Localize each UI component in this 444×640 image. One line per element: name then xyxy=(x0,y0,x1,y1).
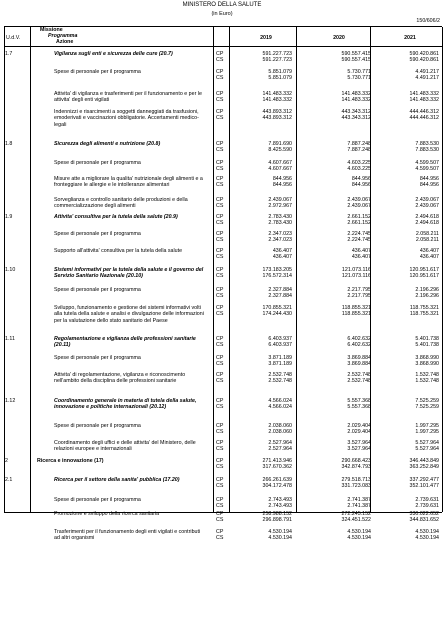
row-cp-cs: CP CS xyxy=(216,69,224,82)
row-value-2019: 2.038.060 2.038.060 xyxy=(268,423,292,436)
row-value-2021: 141.483.332 141.483.332 xyxy=(409,91,439,104)
row-value-2021: 4.491.217 4.491.217 xyxy=(415,69,439,82)
row-value-2019: 4.530.194 4.530.194 xyxy=(268,529,292,542)
row-value-2020: 590.557.415 590.557.415 xyxy=(341,51,371,64)
row-value-2019: 141.483.332 141.483.332 xyxy=(262,91,292,104)
row-value-2019: 2.439.067 2.972.967 xyxy=(268,197,292,210)
row-value-2021: 7.525.259 7.525.259 xyxy=(415,398,439,411)
row-description: Spese di personale per il programma xyxy=(54,287,141,293)
row-code: 1.9 xyxy=(5,214,13,220)
row-value-2020: 844.956 844.956 xyxy=(351,176,371,189)
row-value-2021: 2.058.211 2.058.211 xyxy=(415,231,439,244)
row-value-2021: 346.443.849 363.252.849 xyxy=(409,458,439,471)
row-description: Regolamentazione e vigilanza delle professioni sanitarie (20.11) xyxy=(54,336,196,349)
row-value-2020: 7.887.248 7.887.248 xyxy=(347,141,371,154)
table-header xyxy=(4,26,442,46)
column-divider xyxy=(229,27,230,512)
row-value-2019: 5.851.079 5.851.079 xyxy=(268,69,292,82)
row-description: Attivita' consultiva per la tutela della salute (20.9) xyxy=(54,214,178,220)
column-divider xyxy=(442,27,443,512)
row-value-2020: 141.483.332 141.483.332 xyxy=(341,91,371,104)
column-divider xyxy=(296,27,297,512)
row-cp-cs: CP CS xyxy=(216,440,224,453)
row-description: Sistemi informativi per la tutela della salute e il governo del Servizio Sanitario Nazionale (20.10) xyxy=(54,267,204,280)
row-value-2021: 4.599.507 4.599.507 xyxy=(415,160,439,173)
row-cp-cs: CP CS xyxy=(216,214,224,227)
row-code: 1.7 xyxy=(5,51,13,57)
row-value-2021: 436.407 436.407 xyxy=(419,248,439,261)
row-description: Misure atte a migliorare la qualita' nutrizionale degli alimenti e a fronteggiare le allergie e le intolleranze alimentari xyxy=(54,176,203,189)
row-cp-cs: CP CS xyxy=(216,197,224,210)
row-value-2019: 2.532.748 2.532.748 xyxy=(268,372,292,385)
row-value-2019: 436.407 436.407 xyxy=(272,248,292,261)
row-value-2020: 4.530.194 4.530.194 xyxy=(347,529,371,542)
row-value-2019: 2.743.493 2.743.493 xyxy=(268,497,292,510)
row-cp-cs: CP CS xyxy=(216,248,224,261)
row-value-2019: 2.783.430 2.783.430 xyxy=(268,214,292,227)
row-cp-cs: CP CS xyxy=(216,51,224,64)
row-value-2019: 6.403.937 6.403.937 xyxy=(268,336,292,349)
row-value-2021: 1.997.295 1.997.295 xyxy=(415,423,439,436)
row-value-2019: 2.347.023 2.347.023 xyxy=(268,231,292,244)
row-description: Sorveglianza e controllo sanitario delle produzioni e della commercializzazione degli alimenti xyxy=(54,197,188,210)
row-value-2019: 7.891.690 8.425.590 xyxy=(268,141,292,154)
row-cp-cs: CP CS xyxy=(216,141,224,154)
row-value-2021: 120.951.617 120.951.617 xyxy=(409,267,439,280)
row-value-2021: 5.401.738 5.401.738 xyxy=(415,336,439,349)
row-value-2020: 6.402.632 6.402.632 xyxy=(347,336,371,349)
row-value-2020: 2.741.387 2.741.387 xyxy=(347,497,371,510)
row-value-2020: 279.518.713 331.723.083 xyxy=(341,477,371,490)
row-value-2019: 844.956 844.956 xyxy=(272,176,292,189)
column-divider xyxy=(213,27,214,512)
column-divider xyxy=(30,27,31,512)
column-year-2019: 2019 xyxy=(260,35,272,41)
page-reference: 150/606/2 xyxy=(416,18,440,24)
row-value-2021: 1.532.748 1.532.748 xyxy=(415,372,439,385)
row-value-2021: 2.196.296 2.196.296 xyxy=(415,287,439,300)
row-value-2020: 118.855.321 118.855.321 xyxy=(341,305,371,318)
row-value-2020: 443.343.312 443.343.312 xyxy=(341,109,371,122)
row-description: Spese di personale per il programma xyxy=(54,497,141,503)
row-value-2021: 844.956 844.956 xyxy=(419,176,439,189)
column-missione: Missione xyxy=(40,27,63,33)
row-value-2019: 271.413.946 317.670.362 xyxy=(262,458,292,471)
row-description: Spese di personale per il programma xyxy=(54,355,141,361)
header-bottom-rule xyxy=(4,46,442,47)
row-description: Spese di personale per il programma xyxy=(54,423,141,429)
row-value-2019: 2.527.964 2.527.964 xyxy=(268,440,292,453)
row-description: Spese di personale per il programma xyxy=(54,160,141,166)
row-code: 2 xyxy=(5,458,8,464)
row-code: 1.11 xyxy=(5,336,15,342)
row-value-2019: 4.607.667 4.607.667 xyxy=(268,160,292,173)
row-value-2020: 2.029.404 2.029.404 xyxy=(347,423,371,436)
row-cp-cs: CP CS xyxy=(216,267,224,280)
row-value-2020: 4.603.225 4.603.225 xyxy=(347,160,371,173)
row-cp-cs: CP CS xyxy=(216,372,224,385)
column-year-2021: 2021 xyxy=(404,35,416,41)
row-value-2020: 121.073.116 121.073.116 xyxy=(341,267,371,280)
row-value-2020: 3.527.964 3.527.964 xyxy=(347,440,371,453)
row-cp-cs: CP CS xyxy=(216,497,224,510)
column-udv: U.d.V. xyxy=(6,35,21,41)
row-cp-cs: CP CS xyxy=(216,529,224,542)
row-value-2020: 5.730.771 5.730.771 xyxy=(347,69,371,82)
row-value-2019: 173.183.205 176.572.314 xyxy=(262,267,292,280)
row-cp-cs: CP CS xyxy=(216,511,224,524)
row-value-2019: 4.566.024 4.566.024 xyxy=(268,398,292,411)
row-value-2020: 2.661.152 2.661.152 xyxy=(347,214,371,227)
column-programma: Programma xyxy=(48,33,78,39)
row-cp-cs: CP CS xyxy=(216,160,224,173)
row-value-2019: 443.893.312 443.893.312 xyxy=(262,109,292,122)
row-value-2021: 2.739.631 2.739.631 xyxy=(415,497,439,510)
row-description: Sviluppo, funzionamento e gestione dei sistemi informativi volti alla tutela della salute e analisi e divulgazione delle informazioni per la valutazione dello stato sanitario del Paese xyxy=(54,305,204,324)
row-value-2020: 436.407 436.407 xyxy=(351,248,371,261)
page-title: MINISTERO DELLA SALUTE xyxy=(182,2,262,8)
row-value-2019: 170.855.321 174.244.430 xyxy=(262,305,292,318)
row-description: Spese di personale per il programma xyxy=(54,231,141,237)
row-description: Ricerca e innovazione (17) xyxy=(37,458,104,464)
row-value-2020: 5.557.368 5.557.368 xyxy=(347,398,371,411)
row-value-2021: 3.868.990 3.868.990 xyxy=(415,355,439,368)
row-cp-cs: CP CS xyxy=(216,423,224,436)
row-code: 1.8 xyxy=(5,141,13,147)
row-cp-cs: CP CS xyxy=(216,305,224,318)
row-value-2021: 330.022.652 344.831.652 xyxy=(409,511,439,524)
row-value-2021: 337.292.477 352.101.477 xyxy=(409,477,439,490)
row-cp-cs: CP CS xyxy=(216,91,224,104)
row-cp-cs: CP CS xyxy=(216,477,224,490)
row-description: Trasferimenti per il funzionamento degli enti vigilati e contributi ad altri organismi xyxy=(54,529,201,542)
row-code: 1.10 xyxy=(5,267,16,273)
row-cp-cs: CP CS xyxy=(216,109,224,122)
row-value-2020: 290.668.423 342.874.793 xyxy=(341,458,371,471)
row-cp-cs: CP CS xyxy=(216,287,224,300)
row-description: Supporto all'attivita' consultiva per la tutela della salute xyxy=(54,248,183,254)
row-value-2021: 444.446.312 444.446.312 xyxy=(409,109,439,122)
row-value-2021: 4.530.194 4.530.194 xyxy=(415,529,439,542)
row-value-2021: 2.494.618 2.494.618 xyxy=(415,214,439,227)
row-cp-cs: CP CS xyxy=(216,231,224,244)
row-value-2020: 3.869.884 3.869.884 xyxy=(347,355,371,368)
row-code: 1.12 xyxy=(5,398,16,404)
page-subtitle: (in Euro) xyxy=(211,11,233,17)
row-value-2020: 2.532.748 2.532.748 xyxy=(347,372,371,385)
row-cp-cs: CP CS xyxy=(216,398,224,411)
row-value-2019: 266.261.639 304.172.478 xyxy=(262,477,292,490)
row-value-2021: 590.420.861 590.420.861 xyxy=(409,51,439,64)
row-value-2020: 2.224.745 2.224.745 xyxy=(347,231,371,244)
column-azione: Azione xyxy=(56,39,74,45)
row-value-2021: 118.755.321 118.755.321 xyxy=(409,305,439,318)
row-value-2019: 2.327.884 2.327.884 xyxy=(268,287,292,300)
row-value-2019: 3.871.189 3.871.189 xyxy=(268,355,292,368)
row-value-2021: 7.883.530 7.883.530 xyxy=(415,141,439,154)
row-code: 2.1 xyxy=(5,477,13,483)
row-cp-cs: CP CS xyxy=(216,336,224,349)
row-description: Vigilanza sugli enti e sicurezza delle cure (20.7) xyxy=(54,51,173,57)
row-value-2021: 2.439.067 2.439.067 xyxy=(415,197,439,210)
row-description: Indennizzi e risarcimenti a soggetti danneggiati da trasfusioni, emoderivati e vaccinazioni obbligatorie. Accertamenti medico-legali xyxy=(54,109,199,128)
row-description: Promozione e sviluppo della ricerca sanitaria xyxy=(54,511,160,517)
row-cp-cs: CP CS xyxy=(216,458,224,471)
row-value-2020: 272.245.152 324.451.522 xyxy=(341,511,371,524)
row-value-2020: 2.439.067 2.439.067 xyxy=(347,197,371,210)
row-cp-cs: CP CS xyxy=(216,355,224,368)
row-description: Sicurezza degli alimenti e nutrizione (20.8) xyxy=(54,141,161,147)
row-description: Ricerca per il settore della sanita' pubblica (17.20) xyxy=(54,477,180,483)
row-cp-cs: CP CS xyxy=(216,176,224,189)
row-description: Spese di personale per il programma xyxy=(54,69,141,75)
row-value-2020: 2.217.795 2.217.795 xyxy=(347,287,371,300)
column-year-2020: 2020 xyxy=(333,35,345,41)
row-value-2021: 5.527.964 5.527.964 xyxy=(415,440,439,453)
row-description: Coordinamento generale in materia di tutela della salute, innovazione e politiche internazionali (20.12) xyxy=(54,398,197,411)
row-description: Coordinamento degli uffici e delle attivita' del Ministero, delle relazioni europee e internazionali xyxy=(54,440,196,453)
row-value-2019: 258.988.152 296.898.791 xyxy=(262,511,292,524)
row-value-2019: 591.227.723 591.227.723 xyxy=(262,51,292,64)
row-description: Attivita' di regolamentazione, vigilanza e riconoscimento nell'ambito della disciplina delle professioni sanitarie xyxy=(54,372,186,385)
row-description: Attivita' di vigilanza e trasferimenti per il funzionamento e per le attivita' degli enti vigilati xyxy=(54,91,202,104)
